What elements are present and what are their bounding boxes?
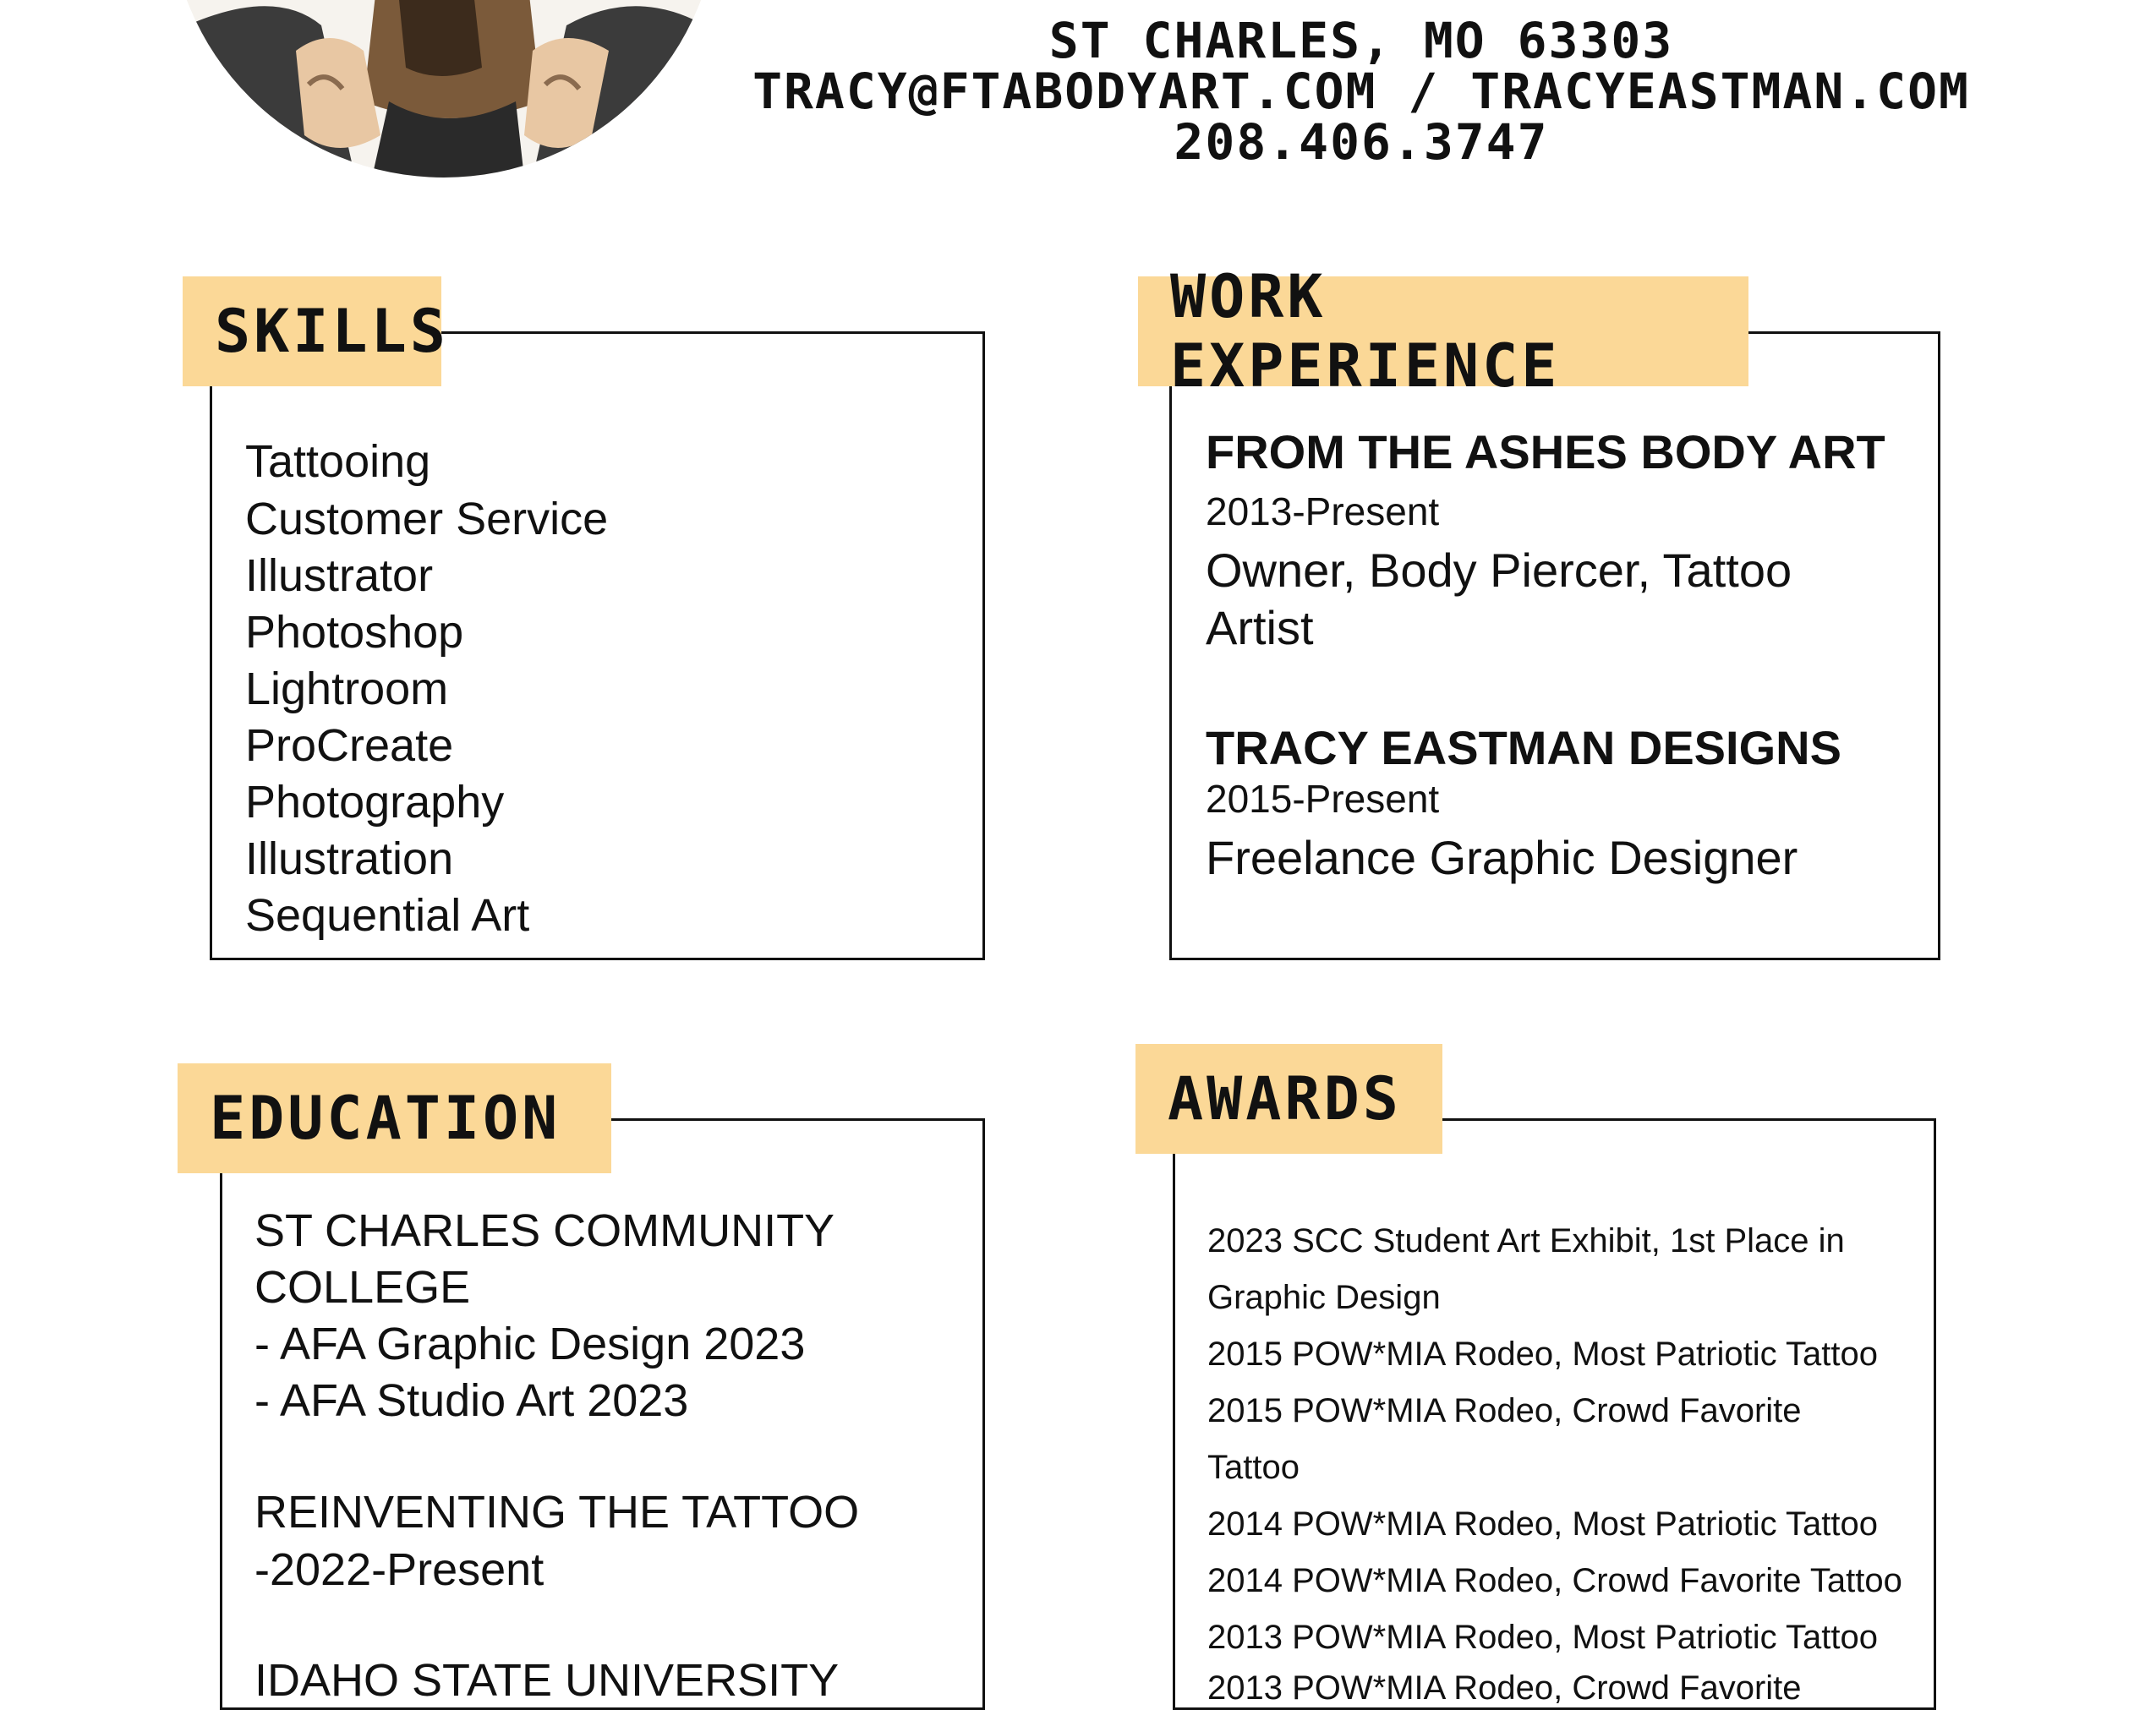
contact-email-website: TRACY@FTABODYART.COM / TRACYEASTMAN.COM: [752, 63, 1970, 120]
award-line: 2015 POW*MIA Rodeo, Most Patriotic Tattoo: [1207, 1336, 1878, 1373]
education-line: - AFA Studio Art 2023: [254, 1375, 689, 1426]
job-company: TRACY EASTMAN DESIGNS: [1206, 721, 1841, 774]
contact-address: ST CHARLES, MO 63303: [1048, 12, 1674, 69]
job-role: Owner, Body Piercer, Tattoo: [1206, 544, 1792, 597]
award-line: 2013 POW*MIA Rodeo, Most Patriotic Tattoo: [1207, 1619, 1878, 1656]
education-heading: EDUCATION: [178, 1063, 611, 1173]
skills-heading: SKILLS: [183, 276, 441, 386]
job-years: 2015-Present: [1206, 777, 1440, 821]
skill-item: Photography: [245, 777, 505, 828]
skill-item: Illustrator: [245, 550, 434, 601]
award-line: 2014 POW*MIA Rodeo, Most Patriotic Tattoo: [1207, 1505, 1878, 1543]
award-line: 2015 POW*MIA Rodeo, Crowd Favorite: [1207, 1392, 1802, 1429]
skill-item: Customer Service: [245, 494, 609, 544]
education-line: -2022-Present: [254, 1544, 544, 1595]
skill-item: Sequential Art: [245, 890, 530, 941]
award-line: 2013 POW*MIA Rodeo, Crowd Favorite: [1207, 1669, 1802, 1707]
skill-item: Illustration: [245, 833, 454, 884]
work-experience-heading: WORK EXPERIENCE: [1138, 276, 1748, 386]
award-line: Graphic Design: [1207, 1279, 1441, 1316]
job-role-continued: Artist: [1206, 601, 1314, 654]
awards-heading: AWARDS: [1135, 1044, 1442, 1154]
education-line: - AFA Graphic Design 2023: [254, 1319, 806, 1369]
education-line: IDAHO STATE UNIVERSITY: [254, 1655, 840, 1706]
job-years: 2013-Present: [1206, 489, 1440, 533]
award-line: 2023 SCC Student Art Exhibit, 1st Place in: [1207, 1222, 1845, 1259]
skill-item: ProCreate: [245, 720, 454, 771]
skill-item: Photoshop: [245, 607, 464, 658]
job-company: FROM THE ASHES BODY ART: [1206, 425, 1885, 478]
education-line: COLLEGE: [254, 1262, 471, 1313]
skill-item: Tattooing: [245, 436, 431, 487]
education-line: ST CHARLES COMMUNITY: [254, 1205, 835, 1256]
award-line: 2014 POW*MIA Rodeo, Crowd Favorite Tattoo: [1207, 1562, 1902, 1599]
education-line: REINVENTING THE TATTOO: [254, 1487, 860, 1538]
job-role: Freelance Graphic Designer: [1206, 831, 1798, 884]
award-line: Tattoo: [1207, 1449, 1300, 1486]
contact-phone: 208.406.3747: [1174, 113, 1549, 171]
skill-item: Lightroom: [245, 664, 449, 714]
